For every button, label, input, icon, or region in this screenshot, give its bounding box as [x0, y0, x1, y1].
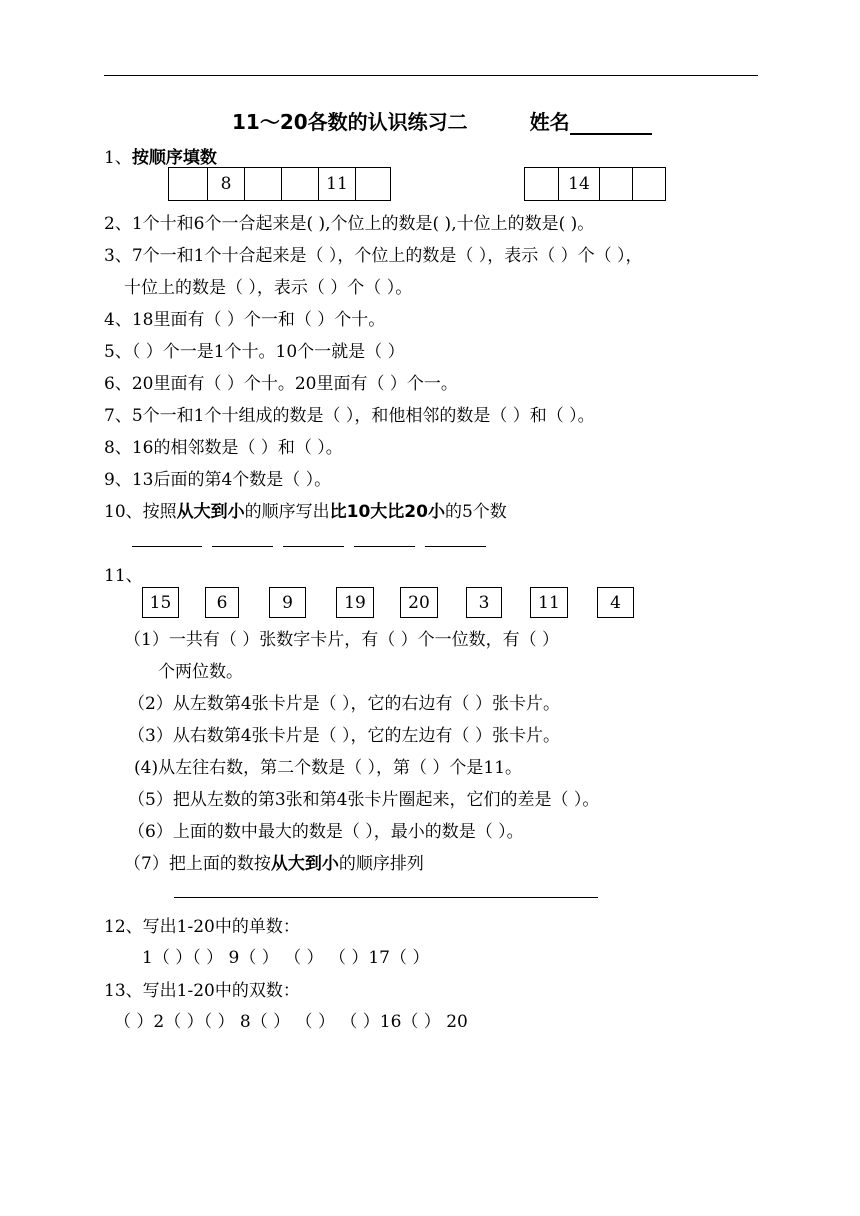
q10-part: 的顺序写出 [244, 502, 330, 522]
q10-answer-blank[interactable] [132, 546, 202, 547]
q11-sub1-line1: （1）一共有（ ）张数字卡片，有（ ）个一位数，有（ ） [124, 630, 560, 650]
q13-label: 13、写出1-20中的双数： [104, 981, 300, 1001]
q6: 6、20里面有（ ）个十。20里面有（ ）个一。 [104, 374, 458, 394]
q11-sub5: （5）把从左数的第3张和第4张卡片圈起来，它们的差是（ ）。 [128, 790, 600, 810]
q12-sequence: 1（ ）（ ） 9（ ） （ ） （ ）17（ ） [142, 948, 430, 968]
q10-bold: 比10大比20小 [329, 502, 445, 522]
seq-a-cell[interactable] [245, 167, 282, 201]
q11-sub6: （6）上面的数中最大的数是（ ），最小的数是（ ）。 [128, 822, 524, 842]
q2: 2、1个十和6个一合起来是( ),个位上的数是( ),十位上的数是( )。 [104, 214, 595, 234]
q1-sequence-a [168, 167, 391, 201]
q11-sub7-part: （7）把上面的数按 [124, 854, 271, 874]
q7: 7、5个一和1个十组成的数是（ ），和他相邻的数是（ ）和（ ）。 [104, 406, 595, 426]
q4: 4、18里面有（ ）个一和（ ）个十。 [104, 310, 386, 330]
q8: 8、16的相邻数是（ ）和（ ）。 [104, 438, 343, 458]
seq-a-cell: 11 [319, 167, 356, 201]
seq-b-cell[interactable] [525, 167, 559, 201]
seq-a-cell[interactable] [282, 167, 319, 201]
number-card: 11 [530, 587, 568, 618]
q10-answer-blank[interactable] [425, 546, 486, 547]
number-card: 3 [466, 587, 502, 618]
q11-sub2: （2）从左数第4张卡片是（ ），它的右边有（ ）张卡片。 [128, 694, 560, 714]
q10 [104, 497, 507, 522]
seq-b-cell: 14 [559, 167, 600, 201]
name-blank[interactable] [570, 113, 652, 135]
number-card: 19 [336, 587, 374, 618]
page-title [232, 106, 652, 135]
number-card: 15 [142, 587, 179, 618]
q11-sub4: (4)从左往右数，第二个数是（ ），第（ ）个是11。 [134, 758, 523, 778]
number-card: 20 [400, 587, 438, 618]
q11-sub7-bold: 从大到小 [270, 854, 339, 874]
q11-sub3: （3）从右数第4张卡片是（ ），它的左边有（ ）张卡片。 [128, 726, 560, 746]
q10-part: 10、按照 [104, 502, 177, 522]
top-rule [104, 75, 758, 76]
q1-number: 1、 [104, 148, 132, 168]
q11-label: 11、 [104, 566, 143, 586]
q10-part: 的5个数 [444, 502, 507, 522]
q1-text: 按顺序填数 [131, 148, 217, 168]
q1-sequence-b [524, 167, 666, 201]
number-card: 4 [597, 587, 634, 618]
seq-a-cell: 8 [208, 167, 245, 201]
q11-sub1-line2: 个两位数。 [158, 662, 243, 682]
q9: 9、13后面的第4个数是（ ）。 [104, 470, 332, 490]
seq-a-cell[interactable] [169, 167, 208, 201]
q11-sub7-answer-line[interactable] [174, 897, 598, 898]
q3-line2: 十位上的数是（ ），表示（ ）个（ ）。 [124, 278, 413, 298]
q11-sub7 [124, 849, 424, 874]
q13-sequence: （ ）2（ ）（ ） 8（ ） （ ） （ ）16（ ） 20 [114, 1012, 468, 1032]
q1-heading [104, 143, 217, 168]
q3-line1: 3、7个一和1个十合起来是（ ），个位上的数是（ ），表示（ ）个（ ）， [104, 246, 643, 266]
seq-b-cell[interactable] [600, 167, 633, 201]
q10-answer-blank[interactable] [212, 546, 273, 547]
q10-bold: 从大到小 [176, 502, 245, 522]
q11-sub7-part: 的顺序排列 [338, 854, 424, 874]
q10-answer-blank[interactable] [283, 546, 344, 547]
q10-answer-blank[interactable] [354, 546, 415, 547]
seq-b-cell[interactable] [633, 167, 666, 201]
q5: 5、（ ）个一是1个十。10个一就是（ ） [104, 342, 405, 362]
title-text: 11～20各数的认识练习二 [232, 110, 468, 134]
name-label: 姓名 [529, 110, 570, 134]
number-card: 6 [205, 587, 239, 618]
number-card: 9 [269, 587, 306, 618]
seq-a-cell[interactable] [356, 167, 391, 201]
q12-label: 12、写出1-20中的单数： [104, 917, 300, 937]
